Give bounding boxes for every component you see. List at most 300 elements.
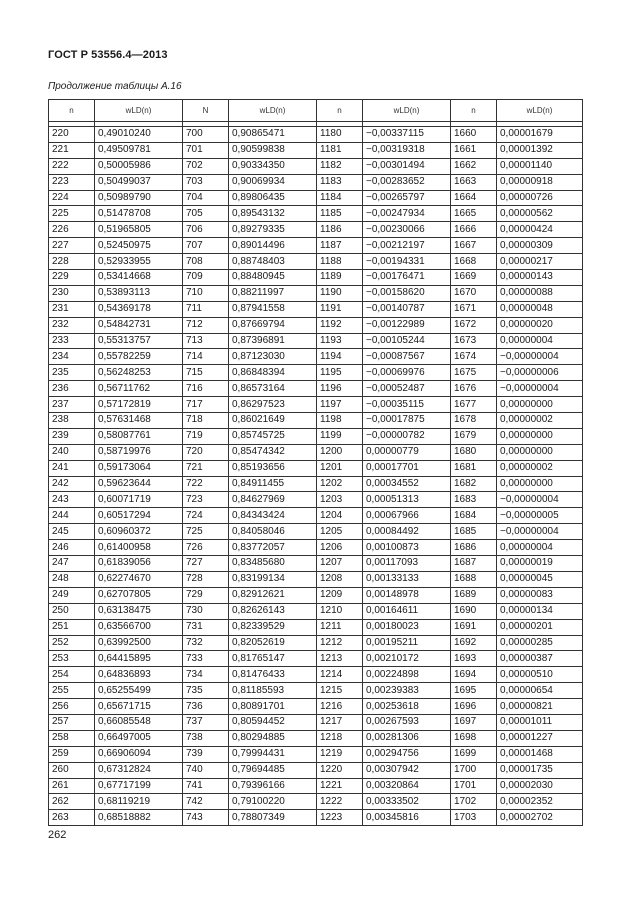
- value-cell: −0,00017875: [363, 413, 451, 429]
- index-cell: 1195: [317, 365, 363, 381]
- value-cell: 0,00000143: [497, 270, 583, 286]
- index-cell: 1180: [317, 127, 363, 143]
- index-cell: 715: [183, 365, 229, 381]
- value-cell: 0,00100873: [363, 540, 451, 556]
- value-cell: 0,00001679: [497, 127, 583, 143]
- index-cell: 220: [49, 127, 95, 143]
- value-cell: 0,79396166: [229, 778, 317, 794]
- index-cell: 239: [49, 428, 95, 444]
- table-row: [49, 699, 583, 715]
- value-cell: 0,00320864: [363, 778, 451, 794]
- value-cell: 0,00281306: [363, 730, 451, 746]
- value-cell: −0,00301494: [363, 158, 451, 174]
- index-cell: 1692: [451, 635, 497, 651]
- index-cell: 1190: [317, 285, 363, 301]
- table-row: [49, 762, 583, 778]
- index-cell: 1211: [317, 619, 363, 635]
- index-cell: 254: [49, 667, 95, 683]
- value-cell: 0,60071719: [95, 492, 183, 508]
- table-row: [49, 492, 583, 508]
- value-cell: 0,00267593: [363, 714, 451, 730]
- index-cell: 1215: [317, 683, 363, 699]
- value-cell: 0,84343424: [229, 508, 317, 524]
- index-cell: 1186: [317, 222, 363, 238]
- value-cell: −0,00140787: [363, 301, 451, 317]
- index-cell: 721: [183, 460, 229, 476]
- value-cell: 0,56248253: [95, 365, 183, 381]
- index-cell: 1683: [451, 492, 497, 508]
- value-cell: 0,61839056: [95, 556, 183, 572]
- index-cell: 742: [183, 794, 229, 810]
- index-cell: 261: [49, 778, 95, 794]
- index-cell: 1182: [317, 158, 363, 174]
- index-cell: 1197: [317, 397, 363, 413]
- index-cell: 701: [183, 142, 229, 158]
- table-row: [49, 238, 583, 254]
- value-cell: 0,62707805: [95, 587, 183, 603]
- value-cell: 0,55782259: [95, 349, 183, 365]
- value-cell: −0,00000004: [497, 524, 583, 540]
- column-header: n: [317, 100, 363, 122]
- table-row: [49, 651, 583, 667]
- value-cell: 0,49010240: [95, 127, 183, 143]
- value-cell: 0,00000083: [497, 587, 583, 603]
- index-cell: 1687: [451, 556, 497, 572]
- column-header: N: [183, 100, 229, 122]
- index-cell: 1696: [451, 699, 497, 715]
- index-cell: 1676: [451, 381, 497, 397]
- value-cell: 0,00164611: [363, 603, 451, 619]
- value-cell: 0,61400958: [95, 540, 183, 556]
- index-cell: 743: [183, 810, 229, 826]
- index-cell: 1212: [317, 635, 363, 651]
- index-cell: 1199: [317, 428, 363, 444]
- index-cell: 1668: [451, 254, 497, 270]
- index-cell: 1200: [317, 444, 363, 460]
- table-row: [49, 556, 583, 572]
- index-cell: 710: [183, 285, 229, 301]
- value-cell: 0,00000918: [497, 174, 583, 190]
- value-cell: 0,00148978: [363, 587, 451, 603]
- value-cell: 0,63992500: [95, 635, 183, 651]
- index-cell: 1208: [317, 571, 363, 587]
- value-cell: −0,00000782: [363, 428, 451, 444]
- index-cell: 1222: [317, 794, 363, 810]
- value-cell: 0,54842731: [95, 317, 183, 333]
- table-row: [49, 683, 583, 699]
- value-cell: 0,00001735: [497, 762, 583, 778]
- value-cell: 0,00000309: [497, 238, 583, 254]
- value-cell: 0,89543132: [229, 206, 317, 222]
- index-cell: 255: [49, 683, 95, 699]
- index-cell: 1688: [451, 571, 497, 587]
- index-cell: 227: [49, 238, 95, 254]
- value-cell: 0,00239383: [363, 683, 451, 699]
- value-cell: −0,00052487: [363, 381, 451, 397]
- index-cell: 244: [49, 508, 95, 524]
- index-cell: 739: [183, 746, 229, 762]
- index-cell: 1210: [317, 603, 363, 619]
- index-cell: 1188: [317, 254, 363, 270]
- index-cell: 725: [183, 524, 229, 540]
- value-cell: −0,00105244: [363, 333, 451, 349]
- index-cell: 1187: [317, 238, 363, 254]
- index-cell: 1680: [451, 444, 497, 460]
- index-cell: 1670: [451, 285, 497, 301]
- value-cell: 0,00000654: [497, 683, 583, 699]
- index-cell: 241: [49, 460, 95, 476]
- value-cell: 0,80294885: [229, 730, 317, 746]
- index-cell: 1661: [451, 142, 497, 158]
- index-cell: 740: [183, 762, 229, 778]
- value-cell: 0,87941558: [229, 301, 317, 317]
- index-cell: 247: [49, 556, 95, 572]
- index-cell: 257: [49, 714, 95, 730]
- index-cell: 711: [183, 301, 229, 317]
- value-cell: 0,80891701: [229, 699, 317, 715]
- value-cell: −0,00230066: [363, 222, 451, 238]
- value-cell: 0,86848394: [229, 365, 317, 381]
- column-header: n: [49, 100, 95, 122]
- value-cell: 0,60517294: [95, 508, 183, 524]
- value-cell: 0,87396891: [229, 333, 317, 349]
- value-cell: 0,83199134: [229, 571, 317, 587]
- value-cell: 0,00000510: [497, 667, 583, 683]
- value-cell: 0,49509781: [95, 142, 183, 158]
- index-cell: 720: [183, 444, 229, 460]
- value-cell: 0,86021649: [229, 413, 317, 429]
- value-cell: 0,00333502: [363, 794, 451, 810]
- value-cell: 0,00345816: [363, 810, 451, 826]
- index-cell: 223: [49, 174, 95, 190]
- value-cell: 0,00000002: [497, 413, 583, 429]
- value-cell: 0,80594452: [229, 714, 317, 730]
- index-cell: 262: [49, 794, 95, 810]
- value-cell: 0,56711762: [95, 381, 183, 397]
- table-caption: Продолжение таблицы А.16: [48, 81, 182, 92]
- index-cell: 729: [183, 587, 229, 603]
- value-cell: 0,63566700: [95, 619, 183, 635]
- index-cell: 1691: [451, 619, 497, 635]
- index-cell: 723: [183, 492, 229, 508]
- value-cell: 0,79694485: [229, 762, 317, 778]
- table-row: [49, 810, 583, 826]
- table-row: [49, 349, 583, 365]
- value-cell: 0,00253618: [363, 699, 451, 715]
- value-cell: 0,82339529: [229, 619, 317, 635]
- index-cell: 1701: [451, 778, 497, 794]
- value-cell: 0,90069934: [229, 174, 317, 190]
- value-cell: 0,00067966: [363, 508, 451, 524]
- table-row: [49, 158, 583, 174]
- index-cell: 724: [183, 508, 229, 524]
- index-cell: 1703: [451, 810, 497, 826]
- value-cell: 0,60960372: [95, 524, 183, 540]
- table-row: [49, 730, 583, 746]
- value-cell: 0,65671715: [95, 699, 183, 715]
- value-cell: 0,00117093: [363, 556, 451, 572]
- table-row: [49, 667, 583, 683]
- value-cell: 0,90334350: [229, 158, 317, 174]
- value-cell: 0,00000424: [497, 222, 583, 238]
- value-cell: 0,51478708: [95, 206, 183, 222]
- index-cell: 250: [49, 603, 95, 619]
- index-cell: 741: [183, 778, 229, 794]
- value-cell: 0,00210172: [363, 651, 451, 667]
- index-cell: 1662: [451, 158, 497, 174]
- value-cell: 0,66906094: [95, 746, 183, 762]
- index-cell: 237: [49, 397, 95, 413]
- value-cell: −0,00035115: [363, 397, 451, 413]
- index-cell: 735: [183, 683, 229, 699]
- value-cell: 0,00002702: [497, 810, 583, 826]
- index-cell: 1214: [317, 667, 363, 683]
- index-cell: 1660: [451, 127, 497, 143]
- index-cell: 256: [49, 699, 95, 715]
- index-cell: 704: [183, 190, 229, 206]
- index-cell: 228: [49, 254, 95, 270]
- index-cell: 1665: [451, 206, 497, 222]
- index-cell: 727: [183, 556, 229, 572]
- table-row: [49, 333, 583, 349]
- index-cell: 263: [49, 810, 95, 826]
- index-cell: 1694: [451, 667, 497, 683]
- value-cell: 0,50989790: [95, 190, 183, 206]
- table-row: [49, 413, 583, 429]
- index-cell: 1671: [451, 301, 497, 317]
- table-row: [49, 619, 583, 635]
- value-cell: 0,82626143: [229, 603, 317, 619]
- value-cell: 0,00001468: [497, 746, 583, 762]
- index-cell: 1677: [451, 397, 497, 413]
- index-cell: 734: [183, 667, 229, 683]
- value-cell: 0,57631468: [95, 413, 183, 429]
- value-cell: 0,59173064: [95, 460, 183, 476]
- value-cell: 0,58087761: [95, 428, 183, 444]
- index-cell: 1695: [451, 683, 497, 699]
- index-cell: 1690: [451, 603, 497, 619]
- table-body: [49, 127, 583, 826]
- value-cell: 0,51965805: [95, 222, 183, 238]
- index-cell: 1681: [451, 460, 497, 476]
- index-cell: 1663: [451, 174, 497, 190]
- index-cell: 709: [183, 270, 229, 286]
- table-row: [49, 254, 583, 270]
- index-cell: 1702: [451, 794, 497, 810]
- table-row: [49, 571, 583, 587]
- index-cell: 222: [49, 158, 95, 174]
- value-cell: 0,89279335: [229, 222, 317, 238]
- index-cell: 236: [49, 381, 95, 397]
- value-cell: 0,83772057: [229, 540, 317, 556]
- index-cell: 705: [183, 206, 229, 222]
- value-cell: 0,82052619: [229, 635, 317, 651]
- index-cell: 1191: [317, 301, 363, 317]
- table-row: [49, 714, 583, 730]
- table-row: [49, 301, 583, 317]
- value-cell: 0,00000002: [497, 460, 583, 476]
- index-cell: 732: [183, 635, 229, 651]
- index-cell: 248: [49, 571, 95, 587]
- value-cell: 0,87123030: [229, 349, 317, 365]
- value-cell: 0,67312824: [95, 762, 183, 778]
- value-cell: 0,00000088: [497, 285, 583, 301]
- column-header: wLD(n): [95, 100, 183, 122]
- index-cell: 246: [49, 540, 95, 556]
- table-row: [49, 428, 583, 444]
- index-cell: 232: [49, 317, 95, 333]
- value-cell: 0,00000726: [497, 190, 583, 206]
- table-row: [49, 285, 583, 301]
- value-cell: −0,00283652: [363, 174, 451, 190]
- table-row: [49, 317, 583, 333]
- index-cell: 712: [183, 317, 229, 333]
- value-cell: 0,84627969: [229, 492, 317, 508]
- value-cell: −0,00000004: [497, 349, 583, 365]
- table-row: [49, 603, 583, 619]
- index-cell: 259: [49, 746, 95, 762]
- value-cell: 0,00001227: [497, 730, 583, 746]
- value-cell: 0,87669794: [229, 317, 317, 333]
- index-cell: 1185: [317, 206, 363, 222]
- value-cell: 0,00051313: [363, 492, 451, 508]
- value-cell: 0,54369178: [95, 301, 183, 317]
- table-row: [49, 524, 583, 540]
- index-cell: 1218: [317, 730, 363, 746]
- table-header-row: [49, 100, 583, 122]
- data-table: [48, 99, 583, 826]
- index-cell: 702: [183, 158, 229, 174]
- index-cell: 706: [183, 222, 229, 238]
- table-row: [49, 270, 583, 286]
- value-cell: 0,00034552: [363, 476, 451, 492]
- index-cell: 713: [183, 333, 229, 349]
- value-cell: 0,00000000: [497, 476, 583, 492]
- value-cell: 0,64415895: [95, 651, 183, 667]
- index-cell: 1217: [317, 714, 363, 730]
- table-row: [49, 397, 583, 413]
- table-row: [49, 381, 583, 397]
- index-cell: 253: [49, 651, 95, 667]
- index-cell: 1689: [451, 587, 497, 603]
- value-cell: −0,00176471: [363, 270, 451, 286]
- value-cell: −0,00212197: [363, 238, 451, 254]
- value-cell: 0,89806435: [229, 190, 317, 206]
- value-cell: 0,58719976: [95, 444, 183, 460]
- value-cell: 0,89014496: [229, 238, 317, 254]
- value-cell: 0,62274670: [95, 571, 183, 587]
- index-cell: 1207: [317, 556, 363, 572]
- index-cell: 1698: [451, 730, 497, 746]
- index-cell: 225: [49, 206, 95, 222]
- index-cell: 1693: [451, 651, 497, 667]
- index-cell: 722: [183, 476, 229, 492]
- value-cell: 0,00000000: [497, 428, 583, 444]
- index-cell: 1202: [317, 476, 363, 492]
- index-cell: 226: [49, 222, 95, 238]
- value-cell: 0,00084492: [363, 524, 451, 540]
- index-cell: 1675: [451, 365, 497, 381]
- value-cell: 0,66085548: [95, 714, 183, 730]
- value-cell: −0,00158620: [363, 285, 451, 301]
- index-cell: 1685: [451, 524, 497, 540]
- value-cell: 0,67717199: [95, 778, 183, 794]
- index-cell: 1194: [317, 349, 363, 365]
- index-cell: 1684: [451, 508, 497, 524]
- index-cell: 1220: [317, 762, 363, 778]
- value-cell: 0,50005986: [95, 158, 183, 174]
- index-cell: 703: [183, 174, 229, 190]
- value-cell: 0,53414668: [95, 270, 183, 286]
- index-cell: 1181: [317, 142, 363, 158]
- index-cell: 731: [183, 619, 229, 635]
- index-cell: 700: [183, 127, 229, 143]
- value-cell: 0,65255499: [95, 683, 183, 699]
- table-row: [49, 190, 583, 206]
- value-cell: 0,00000020: [497, 317, 583, 333]
- value-cell: 0,82912621: [229, 587, 317, 603]
- value-cell: 0,00000048: [497, 301, 583, 317]
- index-cell: 1213: [317, 651, 363, 667]
- index-cell: 1669: [451, 270, 497, 286]
- value-cell: 0,79994431: [229, 746, 317, 762]
- value-cell: 0,00294756: [363, 746, 451, 762]
- value-cell: 0,52933955: [95, 254, 183, 270]
- value-cell: −0,00319318: [363, 142, 451, 158]
- document-header: ГОСТ Р 53556.4—2013: [48, 49, 168, 61]
- column-header: n: [451, 100, 497, 122]
- index-cell: 1699: [451, 746, 497, 762]
- index-cell: 719: [183, 428, 229, 444]
- value-cell: 0,00000134: [497, 603, 583, 619]
- index-cell: 224: [49, 190, 95, 206]
- index-cell: 245: [49, 524, 95, 540]
- value-cell: 0,64836893: [95, 667, 183, 683]
- value-cell: 0,68518882: [95, 810, 183, 826]
- value-cell: 0,00000045: [497, 571, 583, 587]
- page-number: 262: [48, 829, 67, 841]
- index-cell: 730: [183, 603, 229, 619]
- value-cell: −0,00069976: [363, 365, 451, 381]
- value-cell: 0,53893113: [95, 285, 183, 301]
- index-cell: 1206: [317, 540, 363, 556]
- index-cell: 1203: [317, 492, 363, 508]
- value-cell: 0,81765147: [229, 651, 317, 667]
- value-cell: 0,00001140: [497, 158, 583, 174]
- index-cell: 714: [183, 349, 229, 365]
- value-cell: −0,00247934: [363, 206, 451, 222]
- index-cell: 1205: [317, 524, 363, 540]
- index-cell: 726: [183, 540, 229, 556]
- index-cell: 1198: [317, 413, 363, 429]
- value-cell: −0,00000004: [497, 381, 583, 397]
- table-row: [49, 444, 583, 460]
- table-row: [49, 460, 583, 476]
- index-cell: 717: [183, 397, 229, 413]
- index-cell: 1209: [317, 587, 363, 603]
- value-cell: 0,85193656: [229, 460, 317, 476]
- value-cell: 0,57172819: [95, 397, 183, 413]
- index-cell: 1189: [317, 270, 363, 286]
- value-cell: 0,00307942: [363, 762, 451, 778]
- value-cell: 0,00000019: [497, 556, 583, 572]
- value-cell: 0,90599838: [229, 142, 317, 158]
- index-cell: 229: [49, 270, 95, 286]
- value-cell: 0,00001011: [497, 714, 583, 730]
- table-row: [49, 174, 583, 190]
- value-cell: −0,00122989: [363, 317, 451, 333]
- value-cell: −0,00000006: [497, 365, 583, 381]
